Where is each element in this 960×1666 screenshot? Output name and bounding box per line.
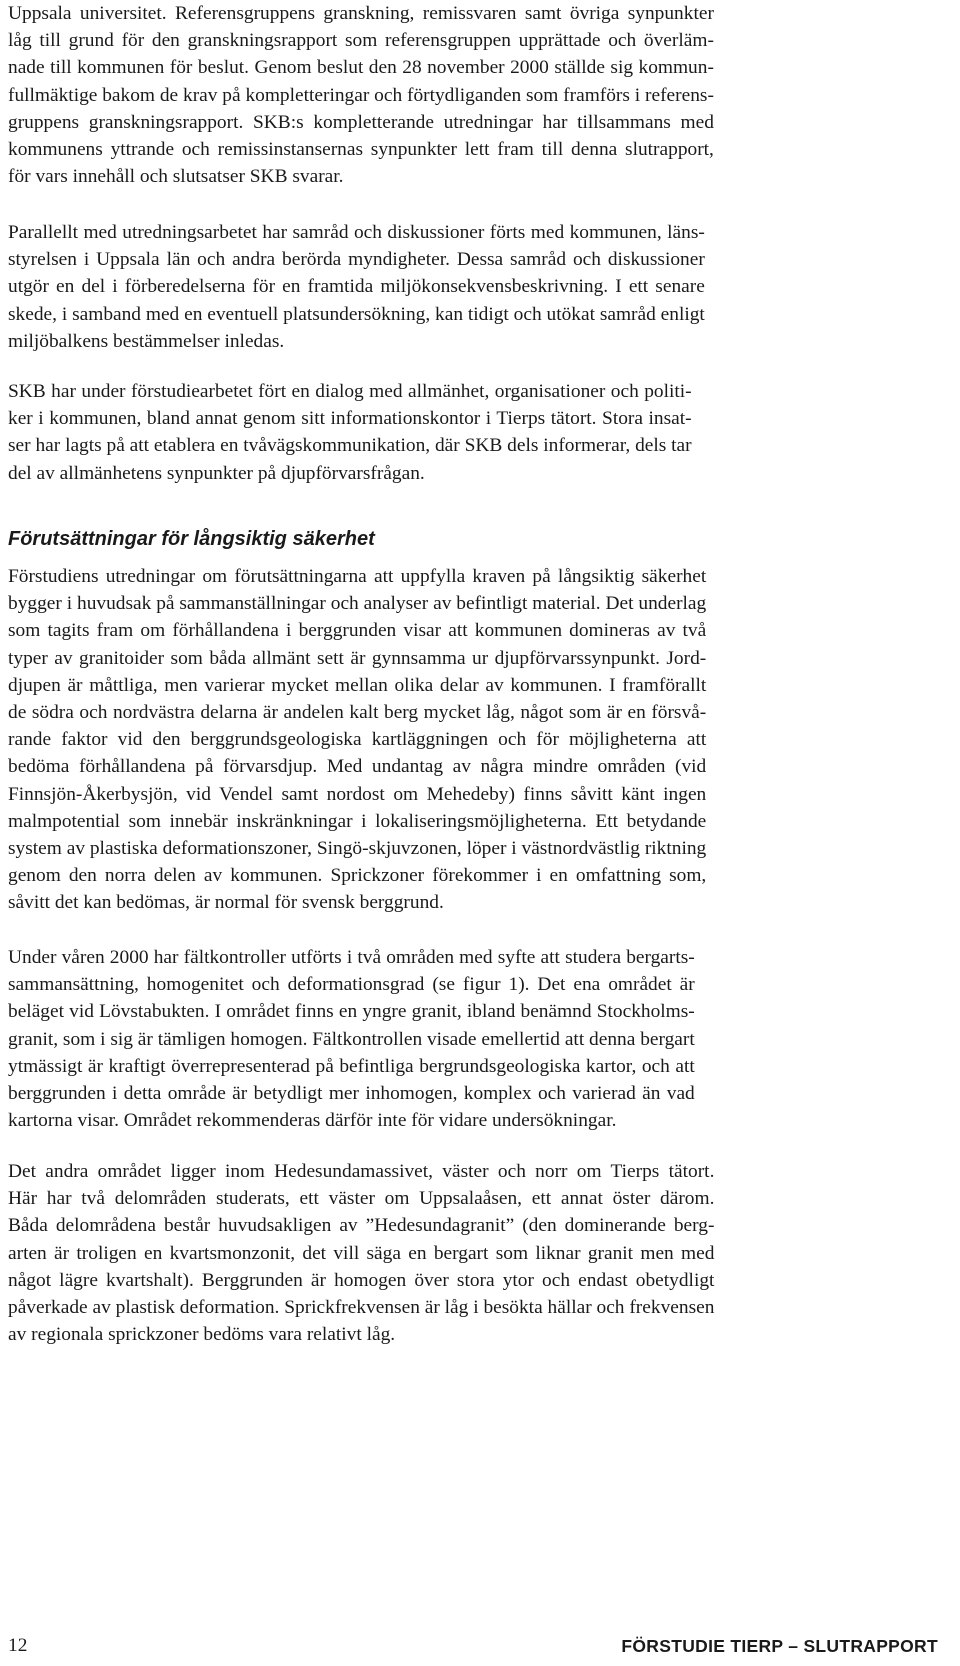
text-line: såvitt det kan bedömas, är normal för svensk berggrund. [8,892,444,914]
text-line: Förstudiens utredningar om förutsättningarna att uppfylla kraven på långsiktig säkerhet [8,566,707,587]
text-line: nade till kommunen för beslut. Genom beslut den 28 november 2000 ställde sig kommun- [8,57,714,79]
text-line: genom den norra delen av kommunen. Sprickzoner förekommer i en omfattning som, [8,865,707,887]
text-line: Finnsjön-Åkerbysjön, vid Vendel samt nordost om Mehedeby) finns såvitt känt ingen [8,783,707,805]
text-line: rande faktor vid den berggrundsgeologiska kartläggningen och för möjligheterna att [8,729,707,751]
text-line: som tagits fram om förhållandena i berggrunden visar att kommunen domineras av två [8,620,707,642]
text-line: låg till grund för den granskningsrapport som referensgruppen upprättade och överläm- [8,30,714,52]
text-line: djupen är måttliga, men varierar mycket mellan olika delar av kommunen. I framförallt [8,674,707,696]
text-line: av regionala sprickzoner bedöms vara relativt låg. [8,1324,396,1346]
paragraph-bedrock-conditions [8,563,706,917]
text-line: Här har två delområden studerats, ett väster om Uppsalaåsen, ett annat öster därom. [8,1188,715,1210]
text-line: skede, i samband med en eventuell platsundersökning, kan tidigt och utökat samråd enligt [8,303,705,325]
text-line: typer av granitoider som båda allmänt sett är gynnsamma ur djupförvarssynpunkt. Jord- [8,647,707,669]
paragraph-intro-continuation [8,0,714,190]
text-line: SKB har under förstudiearbetet fört en dialog med allmänhet, organisationer och politi- [8,381,692,402]
text-line: Båda delområdena består huvudsakligen av ”Hedesundagranit” (den dominerande berg- [8,1215,715,1237]
paragraph-dialogue [8,378,692,487]
text-line: malmpotential som innebär inskränkningar i lokaliseringsmöjligheterna. Ett betydande [8,810,707,832]
paragraph-consultation [8,219,705,355]
text-line: gruppens granskningsrapport. SKB:s kompletterande utredningar har tillsammans med [8,111,714,133]
text-line: Under våren 2000 har fältkontroller utförts i två områden med syfte att studera bergarts- [8,947,695,968]
text-line: kartorna visar. Området rekommenderas därför inte för vidare undersökningar. [8,1110,617,1132]
text-line: kommunens yttrande och remissinstansernas synpunkter lett fram till denna slutrapport, [8,139,714,161]
text-line: granit, som i sig är tämligen homogen. Fältkontrollen visade emellertid att denna bergart [8,1028,695,1050]
text-line: ker i kommunen, bland annat genom sitt informationskontor i Tierps tätort. Stora insat- [8,408,692,430]
text-line: berggrunden i detta område är betydligt mer inhomogen, komplex och varierad än vad [8,1083,695,1105]
paragraph-hedesunda-area [8,1158,714,1348]
text-line: styrelsen i Uppsala län och andra berörda myndigheter. Dessa samråd och diskussioner [8,249,705,271]
text-line: beläget vid Lövstabukten. I området finns en yngre granit, ibland benämnd Stockholms- [8,1001,695,1023]
text-line: ser har lagts på att etablera en tvåvägskommunikation, där SKB dels informerar, dels tar [8,435,692,457]
text-line: system av plastiska deformationszoner, Singö-skjuvzonen, löper i västnordvästlig riktning [8,838,707,860]
text-line: sammansättning, homogenitet och deformationsgrad (se figur 1). Det ena området är [8,974,695,996]
text-line: bedöma förhållandena på förvarsdjup. Med undantag av några mindre områden (vid [8,756,707,778]
section-heading: Förutsättningar för långsiktig säkerhet [8,528,375,550]
text-line: del av allmänhetens synpunkter på djupförvarsfrågan. [8,462,425,484]
text-line: utgör en del i förberedelserna för en framtida miljökonsekvensbeskrivning. I ett senare [8,276,705,298]
text-line: de södra och nordvästra delarna är andelen kalt berg mycket låg, något som är en försvå- [8,702,707,724]
text-line: påverkade av plastisk deformation. Sprickfrekvensen är låg i besökta hällar och frekvensen [8,1297,715,1319]
text-line: miljöbalkens bestämmelser inledas. [8,330,285,352]
text-line: Parallellt med utredningsarbetet har samråd och diskussioner förts med kommunen, läns- [8,222,705,243]
paragraph-field-checks [8,944,695,1134]
text-line: bygger i huvudsak på sammanställningar och analyser av befintligt material. Det underlag [8,593,707,615]
text-line: för vars innehåll och slutsatser SKB svarar. [8,166,344,188]
page-number: 12 [8,1635,28,1656]
text-line: arten är troligen en kvartsmonzonit, det vill säga en bergart som liknar granit men med [8,1242,715,1264]
text-line: ytmässigt är kraftigt överrepresenterad på befintliga bergrundsgeologiska kartor, och att [8,1055,695,1077]
text-line: fullmäktige bakom de krav på kompletteringar och förtydliganden som framförs i referens- [8,84,714,106]
page-footer [8,1632,938,1662]
text-line: Uppsala universitet. Referensgruppens granskning, remissvaren samt övriga synpunkter [8,3,714,24]
running-footer-title: FÖRSTUDIE TIERP – SLUTRAPPORT [621,1636,938,1656]
text-line: något lägre kvartshalt). Berggrunden är homogen över stora ytor och endast obetydligt [8,1269,715,1291]
text-line: Det andra området ligger inom Hedesundamassivet, väster och norr om Tierps tätort. [8,1161,715,1182]
